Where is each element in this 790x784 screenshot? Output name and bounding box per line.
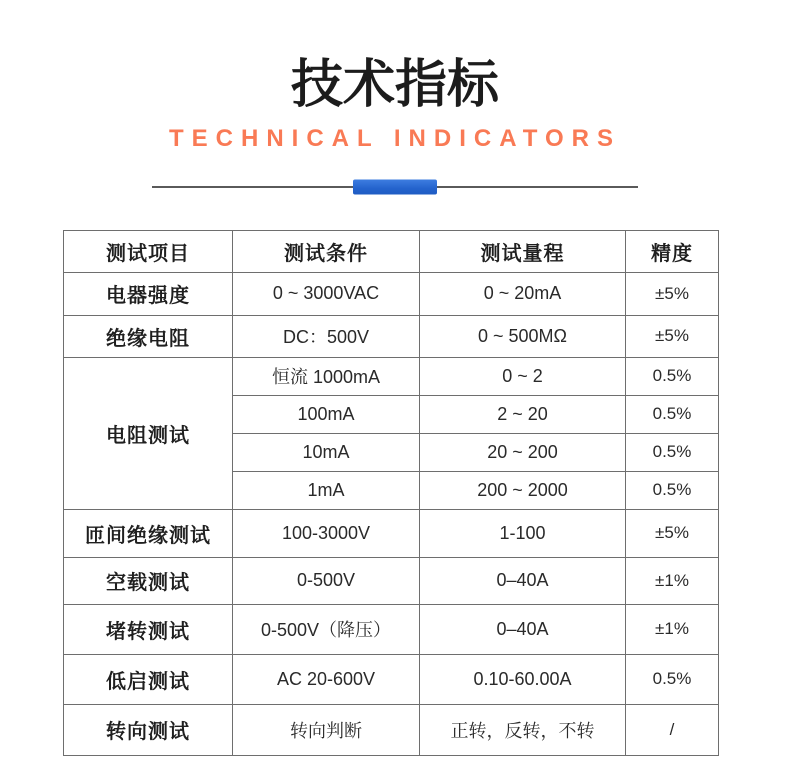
range-cell: 2 ~ 20 bbox=[420, 395, 626, 433]
condition-cell: 100-3000V bbox=[233, 509, 420, 557]
test-item-cell-merged: 电阻测试 bbox=[64, 357, 233, 509]
table-row bbox=[64, 272, 719, 315]
condition-cell: DC：500V bbox=[233, 315, 420, 357]
accuracy-cell: ±5% bbox=[626, 315, 719, 357]
condition-cell: 0-500V（降压） bbox=[233, 604, 420, 654]
accuracy-cell: 0.5% bbox=[626, 471, 719, 509]
test-item-cell: 电器强度 bbox=[64, 272, 233, 315]
range-cell: 0 ~ 20mA bbox=[420, 272, 626, 315]
accuracy-cell: ±5% bbox=[626, 509, 719, 557]
table-row bbox=[64, 315, 719, 357]
header-section bbox=[0, 0, 790, 188]
col-header-test-range: 测试量程 bbox=[420, 230, 626, 272]
range-cell: 1-100 bbox=[420, 509, 626, 557]
condition-cell: AC 20-600V bbox=[233, 654, 420, 704]
table-row bbox=[64, 557, 719, 604]
table-row bbox=[64, 654, 719, 704]
condition-cell: 0-500V bbox=[233, 557, 420, 604]
page-subtitle: TECHNICAL INDICATORS bbox=[168, 124, 621, 152]
accuracy-cell: / bbox=[626, 704, 719, 755]
test-item-cell: 低启测试 bbox=[64, 654, 233, 704]
condition-cell: 恒流 1000mA bbox=[233, 357, 420, 395]
test-item-cell: 匝间绝缘测试 bbox=[64, 509, 233, 557]
table-row bbox=[64, 509, 719, 557]
condition-cell: 100mA bbox=[233, 395, 420, 433]
accuracy-cell: ±1% bbox=[626, 604, 719, 654]
test-item-cell: 绝缘电阻 bbox=[64, 315, 233, 357]
spec-table-section bbox=[63, 230, 790, 756]
table-row bbox=[64, 704, 719, 755]
test-item-cell: 空载测试 bbox=[64, 557, 233, 604]
condition-cell: 10mA bbox=[233, 433, 420, 471]
test-item-cell: 转向测试 bbox=[64, 704, 233, 755]
accuracy-cell: 0.5% bbox=[626, 433, 719, 471]
range-cell: 0 ~ 500MΩ bbox=[420, 315, 626, 357]
col-header-test-condition: 测试条件 bbox=[233, 230, 420, 272]
condition-cell: 0 ~ 3000VAC bbox=[233, 272, 420, 315]
range-cell: 20 ~ 200 bbox=[420, 433, 626, 471]
range-cell: 正转，反转，不转 bbox=[420, 704, 626, 755]
accuracy-cell: ±1% bbox=[626, 557, 719, 604]
spec-table bbox=[63, 230, 719, 756]
col-header-test-item: 测试项目 bbox=[64, 230, 233, 272]
range-cell: 0–40A bbox=[420, 557, 626, 604]
accuracy-cell: 0.5% bbox=[626, 357, 719, 395]
test-item-cell: 堵转测试 bbox=[64, 604, 233, 654]
accuracy-cell: 0.5% bbox=[626, 395, 719, 433]
divider-line bbox=[152, 186, 638, 188]
range-cell: 0.10-60.00A bbox=[420, 654, 626, 704]
table-header-row bbox=[64, 230, 719, 272]
range-cell: 0 ~ 2 bbox=[420, 357, 626, 395]
condition-cell: 转向判断 bbox=[233, 704, 420, 755]
range-cell: 0–40A bbox=[420, 604, 626, 654]
table-row bbox=[64, 357, 719, 395]
accuracy-cell: ±5% bbox=[626, 272, 719, 315]
page-title: 技术指标 bbox=[290, 56, 499, 114]
condition-cell: 1mA bbox=[233, 471, 420, 509]
divider-accent-bar bbox=[353, 179, 437, 194]
accuracy-cell: 0.5% bbox=[626, 654, 719, 704]
table-row bbox=[64, 604, 719, 654]
range-cell: 200 ~ 2000 bbox=[420, 471, 626, 509]
col-header-accuracy: 精度 bbox=[626, 230, 719, 272]
